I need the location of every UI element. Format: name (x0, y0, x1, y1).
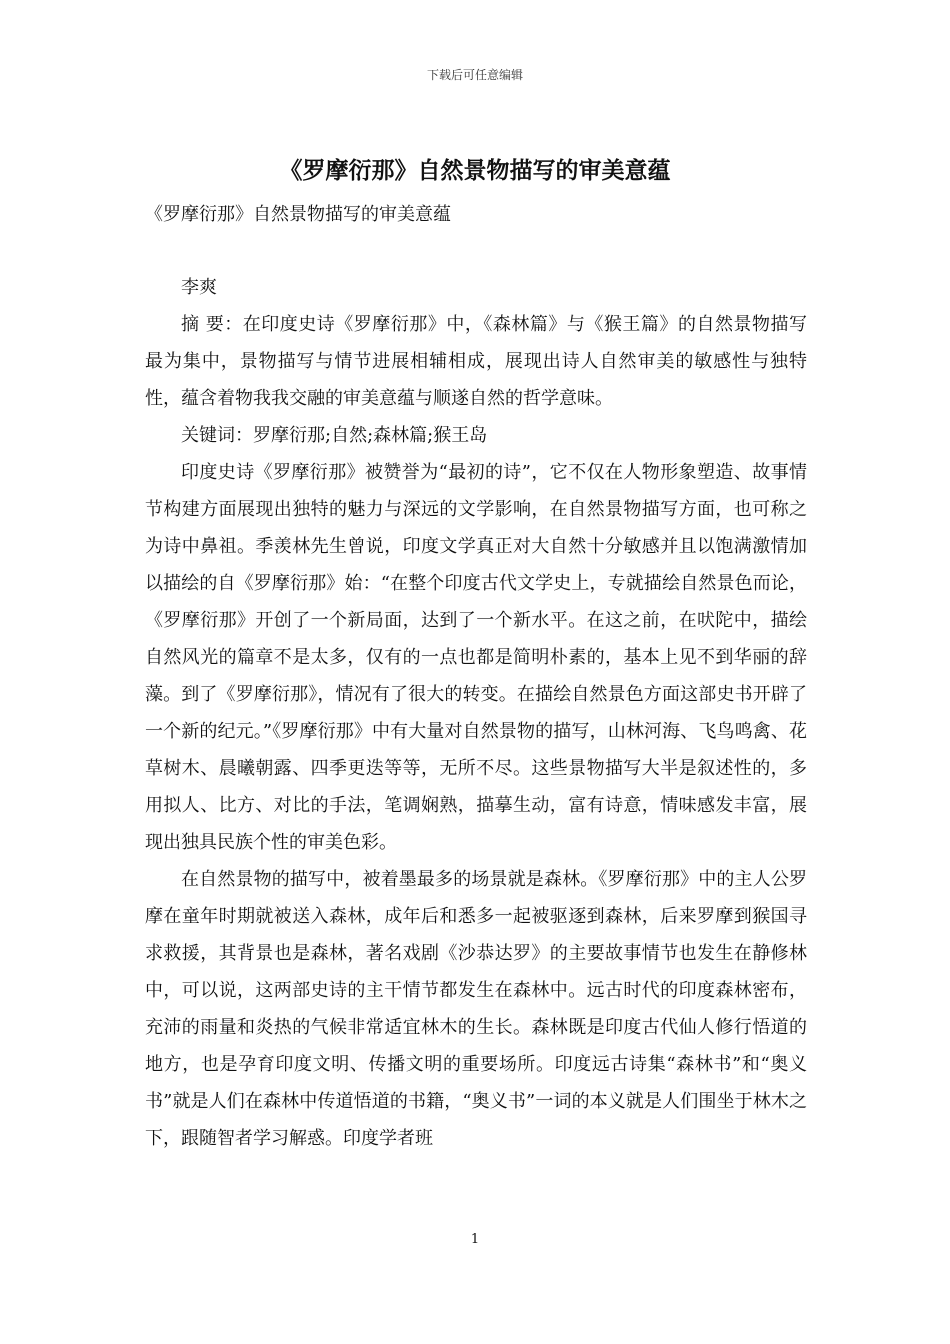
body-paragraph-2: 在自然景物的描写中，被着墨最多的场景就是森林。《罗摩衍那》中的主人公罗摩在童年时期就被送入森林，成年后和悉多一起被驱逐到森林，后来罗摩到猴国寻求救援，其背景也是森林，著名戏剧《沙恭达罗》的主要故事情节也发生在静修林中，可以说，这两部史诗的主干情节都发生在森林中。远古时代的印度森林密布，充沛的雨量和炎热的气候非常适宜林木的生长。森林既是印度古代仙人修行悟道的地方，也是孕育印度文明、传播文明的重要场所。印度远古诗集“森林书”和“奥义书”就是人们在森林中传道悟道的书籍，“奥义书”一词的本义就是人们围坐于林木之下，跟随智者学习解惑。印度学者班 (145, 869, 807, 1149)
keywords-line: 关键词：罗摩衍那;自然;森林篇;猴王岛 (181, 425, 488, 446)
blank-line (145, 233, 807, 269)
abstract-paragraph: 摘 要：在印度史诗《罗摩衍那》中，《森林篇》与《猴王篇》的自然景物描写最为集中，景物描写与情节进展相辅相成，展现出诗人自然审美的敏感性与独特性，蕴含着物我我交融的审美意蕴与顺遂自然的哲学意味。 (145, 314, 807, 409)
document-body (145, 196, 807, 1157)
document-title: 《罗摩衍那》自然景物描写的审美意蕴 (279, 158, 671, 184)
author-name: 李爽 (181, 277, 217, 298)
header-note: 下载后可任意编辑 (426, 68, 523, 82)
body-paragraph-1: 印度史诗《罗摩衍那》被赞誉为“最初的诗”，它不仅在人物形象塑造、故事情节构建方面展现出独特的魅力与深远的文学影响，在自然景物描写方面，也可称之为诗中鼻祖。季羡林先生曾说，印度文学真正对大自然十分敏感并且以饱满激情加以描绘的自《罗摩衍那》始：“在整个印度古代文学史上，专就描绘自然景色而论，《罗摩衍那》开创了一个新局面，达到了一个新水平。在这之前，在吠陀中，描绘自然风光的篇章不是太多，仅有的一点也都是简明朴素的，基本上见不到华丽的辞藻。到了《罗摩衍那》，情况有了很大的转变。在描绘自然景色方面这部史书开辟了一个新的纪元。”《罗摩衍那》中有大量对自然景物的描写，山林河海、飞鸟鸣禽、花草树木、晨曦朝露、四季更迭等等，无所不尽。这些景物描写大半是叙述性的，多用拟人、比方、对比的手法，笔调娴熟，描摹生动，富有诗意，情味感发丰富，展现出独具民族个性的审美色彩。 (145, 462, 807, 853)
page-number: 1 (470, 1232, 480, 1247)
document-subtitle: 《罗摩衍那》自然景物描写的审美意蕴 (145, 204, 451, 225)
